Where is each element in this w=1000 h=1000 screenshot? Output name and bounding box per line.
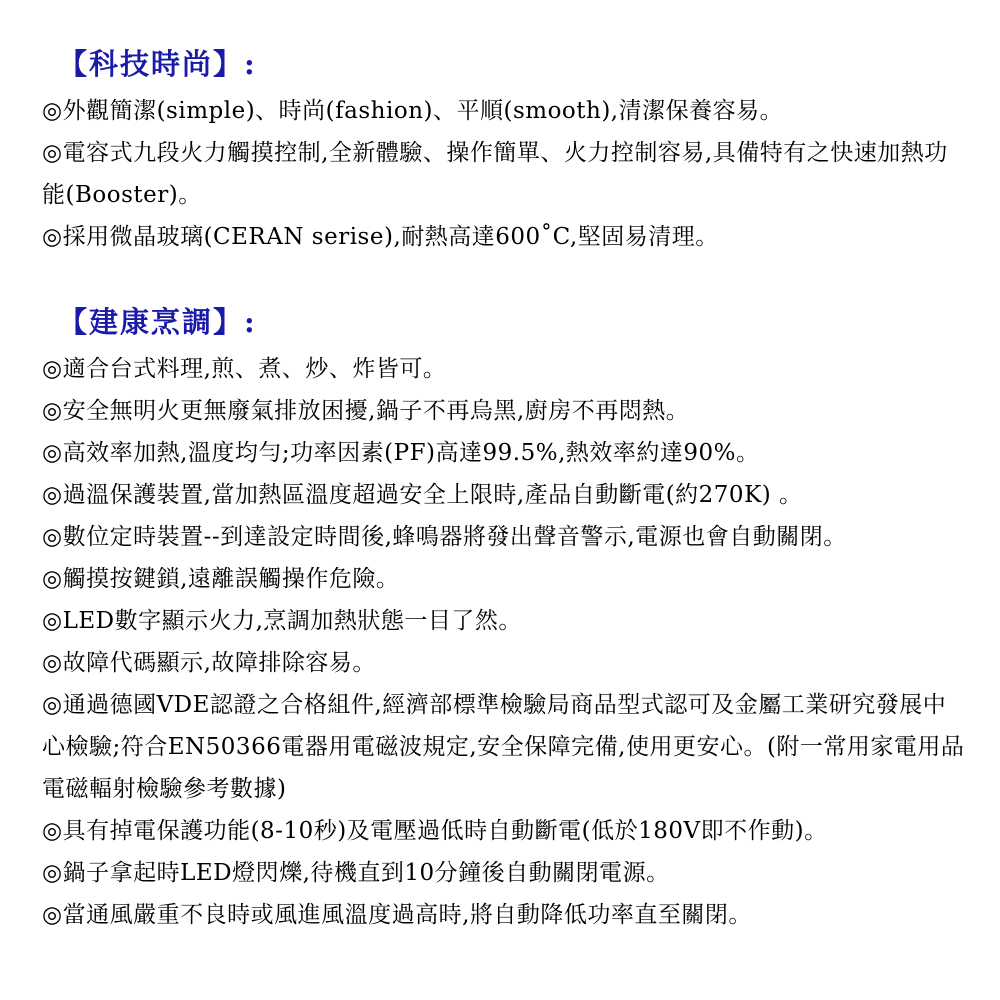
feature-item: ◎通過德國VDE認證之合格組件,經濟部標準檢驗局商品型式認可及金屬工業研究發展中心檢驗;符合EN50366電器用電磁波規定,安全保障完備,使用更安心。(附一常用家電用品電磁輻射檢驗參考數據): [42, 692, 965, 802]
feature-item: ◎當通風嚴重不良時或風進風溫度過高時,將自動降低功率直至關閉。: [42, 902, 752, 928]
section-heading: 【科技時尚】:: [58, 47, 257, 81]
feature-item: ◎安全無明火更無廢氣排放困擾,鍋子不再烏黑,廚房不再悶熱。: [42, 398, 690, 424]
feature-item: ◎採用微晶玻璃(CERAN serise),耐熱高達600˚C,堅固易清理。: [42, 224, 719, 250]
section-heading: 【建康烹調】:: [58, 305, 257, 339]
feature-item: ◎外觀簡潔(simple)、時尚(fashion)、平順(smooth),清潔保養容易。: [42, 98, 784, 124]
feature-item: ◎故障代碼顯示,故障排除容易。: [42, 650, 376, 676]
feature-item: ◎電容式九段火力觸摸控制,全新體驗、操作簡單、火力控制容易,具備特有之快速加熱功能(Booster)。: [42, 140, 948, 208]
feature-item: ◎觸摸按鍵鎖,遠離誤觸操作危險。: [42, 566, 400, 592]
feature-item: ◎LED數字顯示火力,烹調加熱狀態一目了然。: [42, 608, 522, 634]
feature-section: [42, 300, 966, 936]
feature-item: ◎數位定時裝置--到達設定時間後,蜂鳴器將發出聲音警示,電源也會自動關閉。: [42, 524, 847, 550]
feature-section: [42, 42, 966, 258]
feature-item: ◎鍋子拿起時LED燈閃爍,待機直到10分鐘後自動關閉電源。: [42, 860, 670, 886]
feature-item: ◎高效率加熱,溫度均勻;功率因素(PF)高達99.5%,熱效率約達90%。: [42, 440, 760, 466]
feature-item: ◎具有掉電保護功能(8-10秒)及電壓過低時自動斷電(低於180V即不作動)。: [42, 818, 828, 844]
feature-item: ◎過溫保護裝置,當加熱區溫度超過安全上限時,產品自動斷電(約270K) 。: [42, 482, 803, 508]
feature-item: ◎適合台式料理,煎、煮、炒、炸皆可。: [42, 356, 447, 382]
